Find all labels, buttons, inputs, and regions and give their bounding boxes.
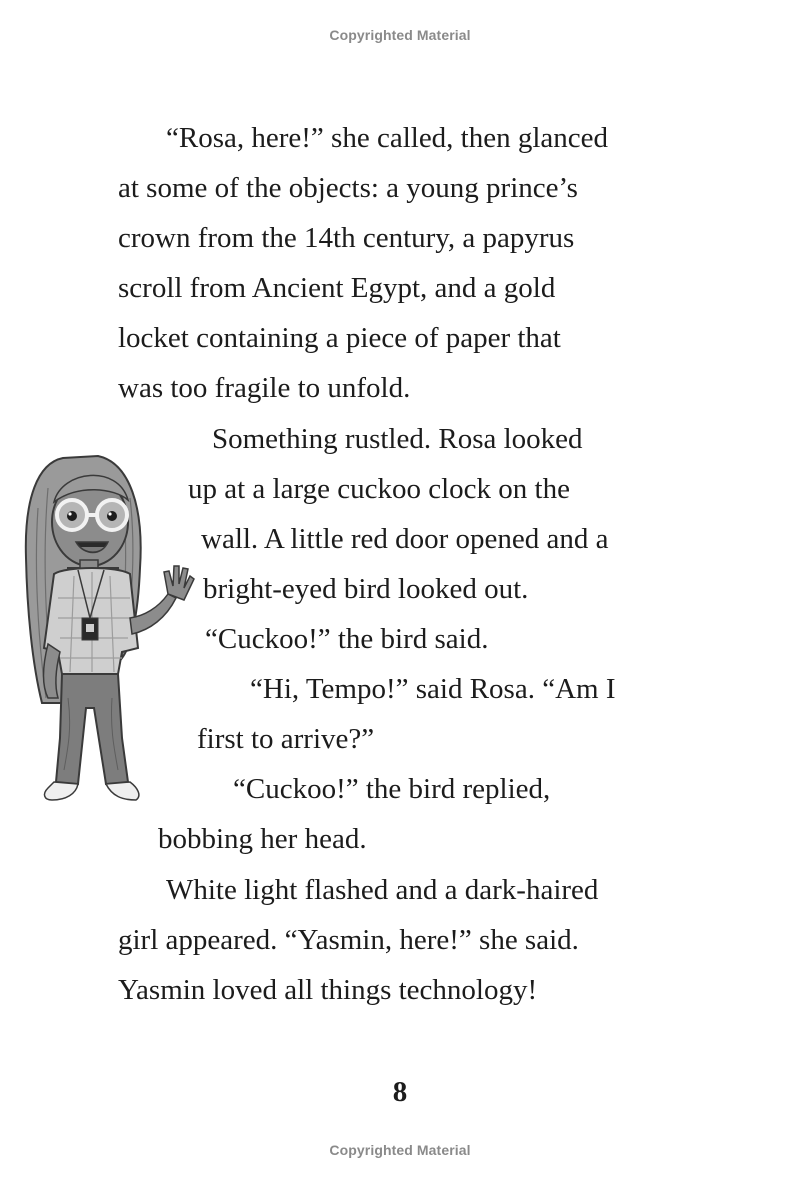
text-line: “Cuckoo!” the bird said. bbox=[205, 623, 489, 655]
text-line: girl appeared. “Yasmin, here!” she said. bbox=[118, 924, 579, 956]
text-line: Something rustled. Rosa looked bbox=[212, 423, 583, 455]
text-line: was too fragile to unfold. bbox=[118, 372, 411, 404]
copyright-watermark-bottom: Copyrighted Material bbox=[329, 1142, 471, 1158]
page-number: 8 bbox=[392, 1076, 408, 1108]
text-line: Yasmin loved all things technology! bbox=[118, 974, 538, 1006]
text-line: crown from the 14th century, a papyrus bbox=[118, 222, 575, 254]
text-line: bobbing her head. bbox=[158, 823, 367, 855]
waving-hand bbox=[164, 566, 194, 600]
text-line: first to arrive?” bbox=[197, 723, 375, 755]
text-line: at some of the objects: a young prince’s bbox=[118, 172, 578, 204]
text-line: up at a large cuckoo clock on the bbox=[188, 473, 570, 505]
right-shoe bbox=[106, 782, 139, 800]
text-line: “Rosa, here!” she called, then glanced bbox=[166, 122, 609, 154]
left-shoe bbox=[45, 782, 78, 800]
text-line: wall. A little red door opened and a bbox=[201, 523, 609, 555]
text-line: White light flashed and a dark-haired bbox=[166, 874, 599, 906]
text-line: locket containing a piece of paper that bbox=[118, 322, 561, 354]
text-line: scroll from Ancient Egypt, and a gold bbox=[118, 272, 556, 304]
copyright-watermark-top: Copyrighted Material bbox=[329, 27, 471, 43]
text-line: bright-eyed bird looked out. bbox=[203, 573, 529, 605]
girl-waving-illustration bbox=[18, 448, 198, 810]
text-line: “Cuckoo!” the bird replied, bbox=[233, 773, 551, 805]
text-line: “Hi, Tempo!” said Rosa. “Am I bbox=[250, 673, 616, 705]
